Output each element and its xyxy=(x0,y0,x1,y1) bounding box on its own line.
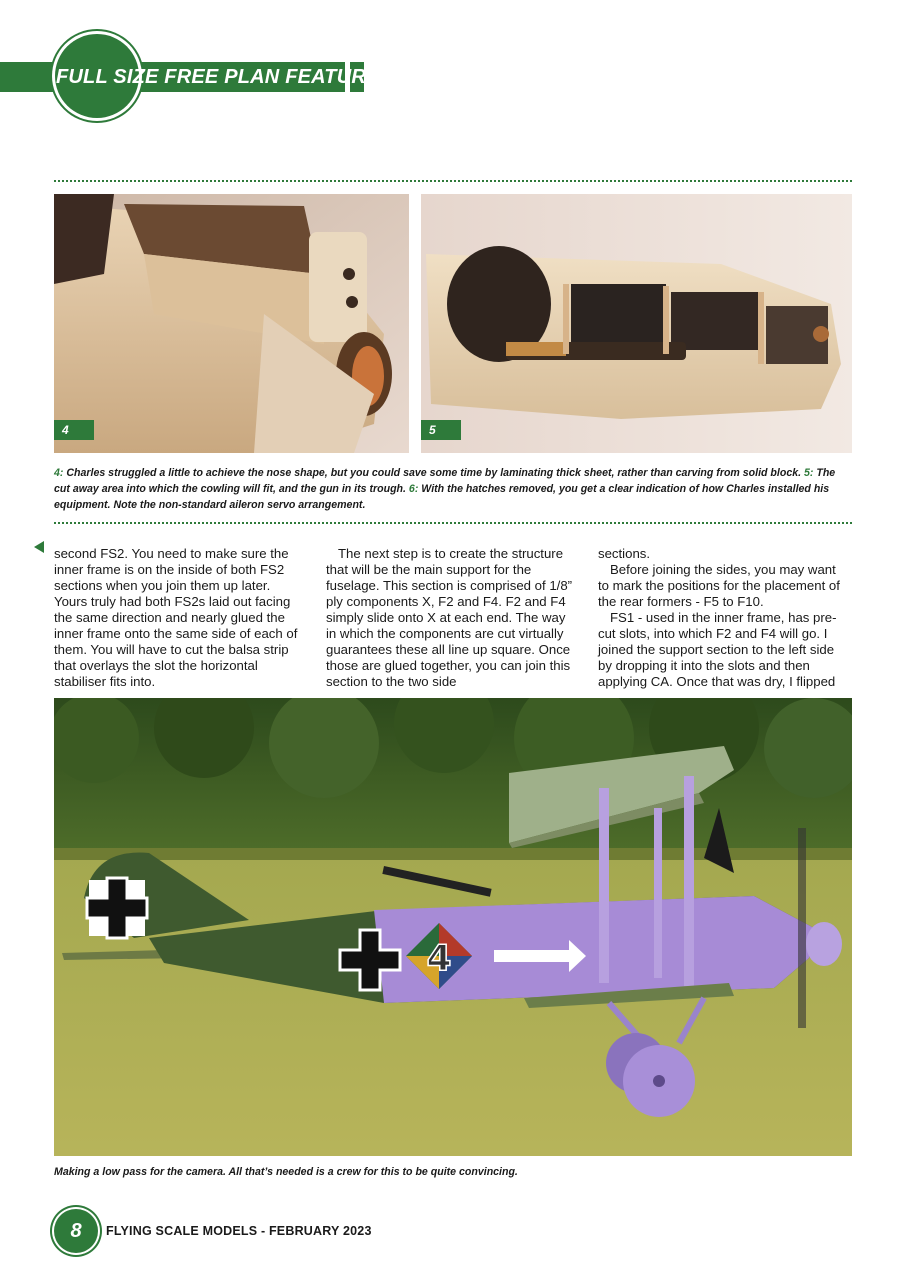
text-column-3 xyxy=(598,546,848,690)
paragraph: The next step is to create the structure that will be the main support for the fuselage. This section is comprised of 1/8” ply components X, F2 and F4. F2 and F4 simply slide onto X at each end. The way in which the components are cut virtually guarantees these all line up square. Once those are glued together, you can join this section to the two side xyxy=(326,546,573,689)
photo-caption-bottom: Making a low pass for the camera. All that’s needed is a crew for this to be quite convincing. xyxy=(54,1166,518,1178)
caption-num-6: 6: xyxy=(408,483,419,495)
photo-5-cutaway xyxy=(421,194,852,453)
caption-num-5: 5: xyxy=(804,467,814,479)
paragraph: FS1 - used in the inner frame, has pre-cut slots, into which F2 and F4 will go. I joined the support section to the left side by dropping it into the slots and then applying CA. Once that was dry, I flipped xyxy=(598,610,837,689)
photo-4-nose xyxy=(54,194,409,453)
photo-number-badge: 4 xyxy=(54,420,94,440)
fuselage-number: 4 xyxy=(426,938,452,979)
divider-top xyxy=(54,180,852,182)
caption-num-4: 4: xyxy=(54,467,64,479)
photo-number-badge: 5 xyxy=(421,420,461,440)
photo-low-pass-biplane xyxy=(54,698,852,1156)
paragraph: second FS2. You need to make sure the inner frame is on the inside of both FS2 sections when you join them up later. Yours truly had both FS2s laid out facing the same direction and nearly glued the inner frame onto the same side of each of them. You will have to cut the balsa strip that overlays the slot the horizontal stabiliser fits into. xyxy=(54,546,298,689)
text-column-2 xyxy=(326,546,576,690)
photo-caption xyxy=(54,465,852,513)
caption-text-5: The cut away area into which the cowling will fit, and the gun in its trough. xyxy=(54,467,836,495)
caption-text-4: Charles struggled a little to achieve the nose shape, but you could save some time by laminating thick sheet, rather than carving from solid block. xyxy=(63,467,804,479)
footer-magazine-title: FLYING SCALE MODELS - FEBRUARY 2023 xyxy=(106,1224,372,1238)
caption-text-6: With the hatches removed, you get a clear indication of how Charles installed his equipment. Note the non-standard aileron servo arrangement. xyxy=(54,483,830,511)
text-column-1 xyxy=(54,546,304,690)
paragraph: sections. xyxy=(598,546,651,561)
paragraph: Before joining the sides, you may want to mark the positions for the placement of the rear formers - F5 to F10. xyxy=(598,562,840,609)
section-title: FULL SIZE FREE PLAN FEATURE xyxy=(56,66,380,88)
divider-mid xyxy=(54,522,852,524)
continued-arrow-icon xyxy=(34,541,44,553)
page-number: 8 xyxy=(54,1209,98,1253)
